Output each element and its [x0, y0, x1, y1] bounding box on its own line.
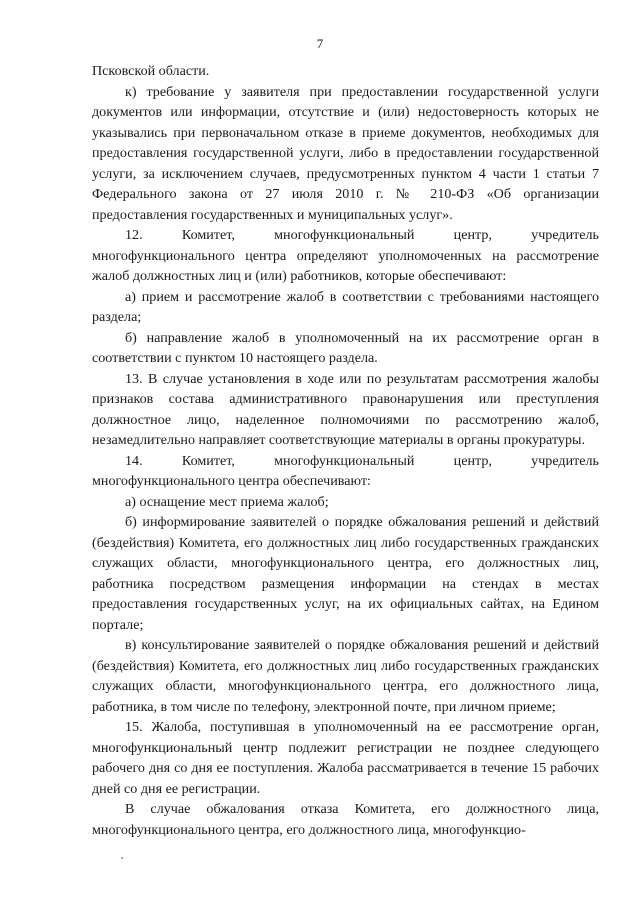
- paragraph: а) прием и рассмотрение жалоб в соответствии с требованиями настоящего раздела;: [92, 288, 599, 325]
- scan-speck: [121, 857, 123, 859]
- paragraph: 15. Жалоба, поступившая в уполномоченный на ее рассмотрение орган, многофункциональный центр подлежит регистрации не позднее следующего рабочего дня со дня ее поступления. Жалоба рассматривается в течение 15 рабочих дней со дня ее регистрации.: [92, 719, 599, 797]
- paragraph: к) требование у заявителя при предоставлении государственной услуги документов или информации, отсутствие и (или) недостоверность которых не указывались при первоначальном отказе в приеме документов, необходимых для предоставления государственной услуги, либо в предоставлении государственной услуги, за исключением случаев, предусмотренных пунктом 4 части 1 статьи 7 Федерального закона от 27 июля 2010 г. № 210-ФЗ «Об организации предоставления государственных и муниципальных услуг».: [92, 83, 599, 223]
- paragraph: в) консультирование заявителей о порядке обжалования решений и действий (бездействия) Комитета, его должностных лиц либо государственных гражданских служащих области, многофункционального центра, его должностного лица, работника, в том числе по телефону, электронной почте, при личном приеме;: [92, 637, 599, 715]
- paragraph: 13. В случае установления в ходе или по результатам рассмотрения жалобы признаков состава административного правонарушения или преступления должностное лицо, наделенное полномочиями по рассмотрению жалоб, незамедлительно направляет соответствующие материалы в органы прокуратуры.: [92, 370, 599, 448]
- paragraph: 14. Комитет, многофункциональный центр, учредитель многофункционального центра обеспечивают:: [92, 452, 599, 489]
- paragraph: б) информирование заявителей о порядке обжалования решений и действий (бездействия) Комитета, его должностных лиц либо государственных гражданских служащих области, многофункционального центра, его должностных лиц, работника посредством размещения информации на стендах в местах предоставления государственных услуг, на их официальных сайтах, на Едином портале;: [92, 514, 599, 633]
- paragraph: В случае обжалования отказа Комитета, его должностного лица, многофункционального центра, его должностного лица, многофункцио-: [92, 801, 599, 838]
- document-body: [92, 61, 599, 840]
- paragraph: Псковской области.: [92, 63, 210, 79]
- paragraph: а) оснащение мест приема жалоб;: [125, 493, 329, 510]
- page-number: 7: [316, 36, 324, 51]
- paragraph: 12. Комитет, многофункциональный центр, учредитель многофункционального центра определяют уполномоченных на рассмотрение жалоб должностных лиц и (или) работников, которые обеспечивают:: [92, 227, 599, 284]
- paragraph: б) направление жалоб в уполномоченный на их рассмотрение орган в соответствии с пунктом 10 настоящего раздела.: [92, 329, 599, 366]
